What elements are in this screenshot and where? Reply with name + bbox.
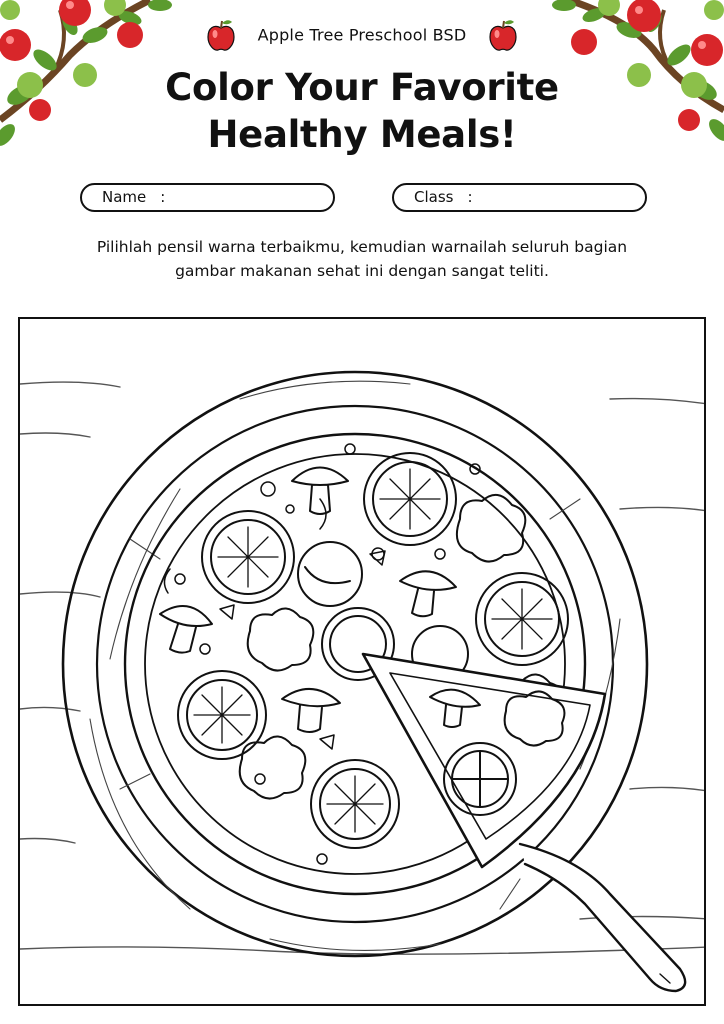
title-line-1: Color Your Favorite bbox=[165, 66, 559, 109]
name-field[interactable] bbox=[80, 183, 335, 212]
class-label: Class bbox=[414, 188, 454, 206]
school-header bbox=[0, 18, 724, 52]
name-label: Name bbox=[102, 188, 147, 206]
apple-icon bbox=[488, 18, 518, 52]
school-name: Apple Tree Preschool BSD bbox=[257, 25, 467, 45]
page-title bbox=[0, 64, 724, 158]
class-separator: : bbox=[467, 188, 473, 206]
coloring-area bbox=[18, 317, 706, 1006]
instruction-line-2: gambar makanan sehat ini dengan sangat teliti. bbox=[175, 262, 549, 280]
apple-icon bbox=[206, 18, 236, 52]
pizza-illustration bbox=[20, 319, 706, 1006]
class-field[interactable] bbox=[392, 183, 647, 212]
instruction-line-1: Pilihlah pensil warna terbaikmu, kemudian warnailah seluruh bagian bbox=[96, 238, 628, 256]
instruction-text bbox=[40, 235, 684, 283]
name-separator: : bbox=[160, 188, 166, 206]
title-line-2: Healthy Meals! bbox=[207, 113, 517, 156]
